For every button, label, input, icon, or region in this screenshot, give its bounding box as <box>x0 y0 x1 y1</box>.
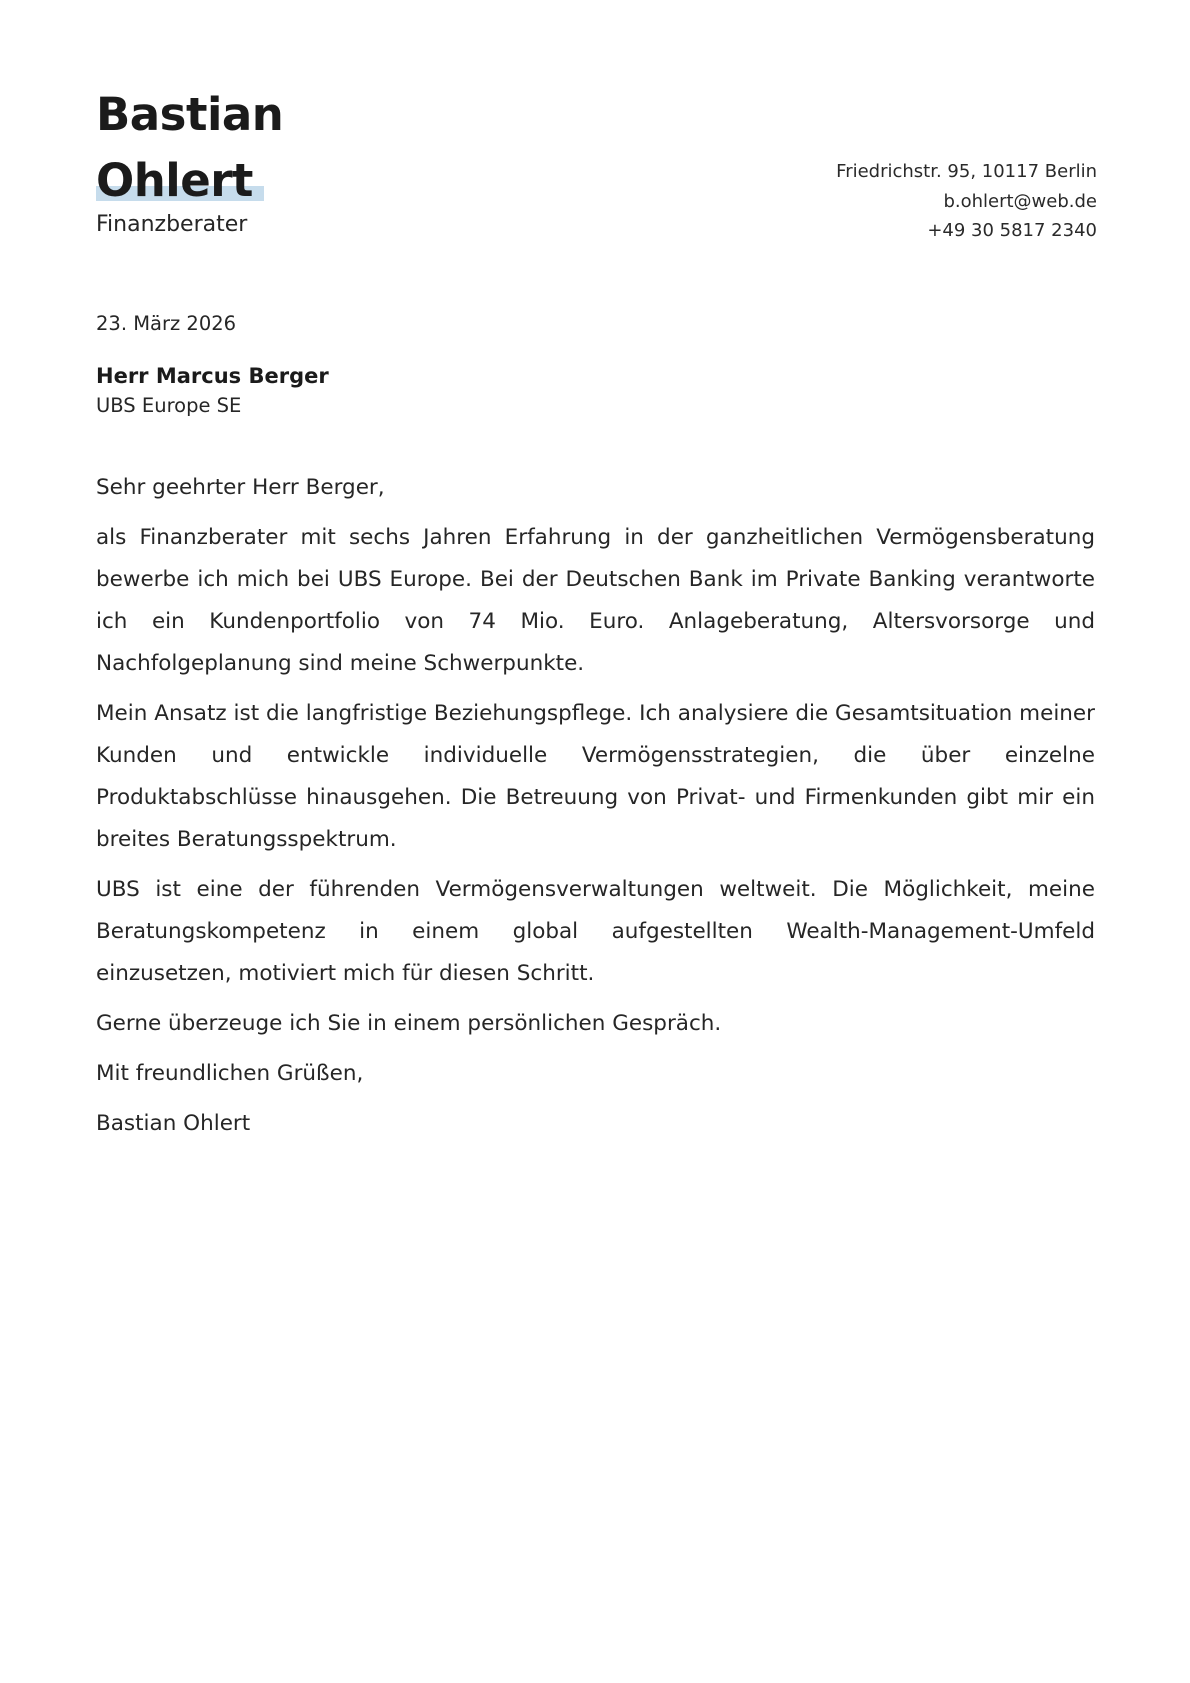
recipient-block <box>96 362 329 422</box>
paragraph-approach: Mein Ansatz ist die langfristige Beziehungspflege. Ich analysiere die Gesamtsituation meiner Kunden und entwickle individuelle Vermögensstrategien, die über einzelne Produktabschlüsse hinausgehen. Die Betreuung von Privat- und Firmenkunden gibt mir ein breites Beratungsspektrum. <box>96 701 1095 852</box>
contact-info <box>836 157 1097 246</box>
contact-address: Friedrichstr. 95, 10117 Berlin <box>836 161 1097 182</box>
contact-phone: +49 30 5817 2340 <box>927 220 1097 241</box>
letter-date: 23. März 2026 <box>96 312 237 335</box>
salutation: Sehr geehrter Herr Berger, <box>96 475 385 500</box>
paragraph-call-to-action: Gerne überzeuge ich Sie in einem persönlichen Gespräch. <box>96 1011 722 1036</box>
applicant-name <box>96 82 283 214</box>
paragraph-intro: als Finanzberater mit sechs Jahren Erfahrung in der ganzheitlichen Vermögensberatung bewerbe ich mich bei UBS Europe. Bei der Deutschen Bank im Private Banking verantworte ich ein Kundenportfolio von 74 Mio. Euro. Anlageberatung, Altersvorsorge und Nachfolgeplanung sind meine Schwerpunkte. <box>96 525 1095 676</box>
paragraph-motivation: UBS ist eine der führenden Vermögensverwaltungen weltweit. Die Möglichkeit, meine Beratungskompetenz in einem global aufgestellten Wealth-Management-Umfeld einzusetzen, motiviert mich für diesen Schritt. <box>96 877 1095 986</box>
job-title: Finanzberater <box>96 212 248 237</box>
closing: Mit freundlichen Grüßen, <box>96 1061 364 1086</box>
recipient-name: Herr Marcus Berger <box>96 364 329 388</box>
signature: Bastian Ohlert <box>96 1111 251 1136</box>
recipient-company: UBS Europe SE <box>96 394 242 417</box>
first-name: Bastian <box>96 88 284 141</box>
last-name: Ohlert <box>96 154 253 207</box>
letter-body <box>96 467 1095 1153</box>
contact-email: b.ohlert@web.de <box>943 190 1097 212</box>
